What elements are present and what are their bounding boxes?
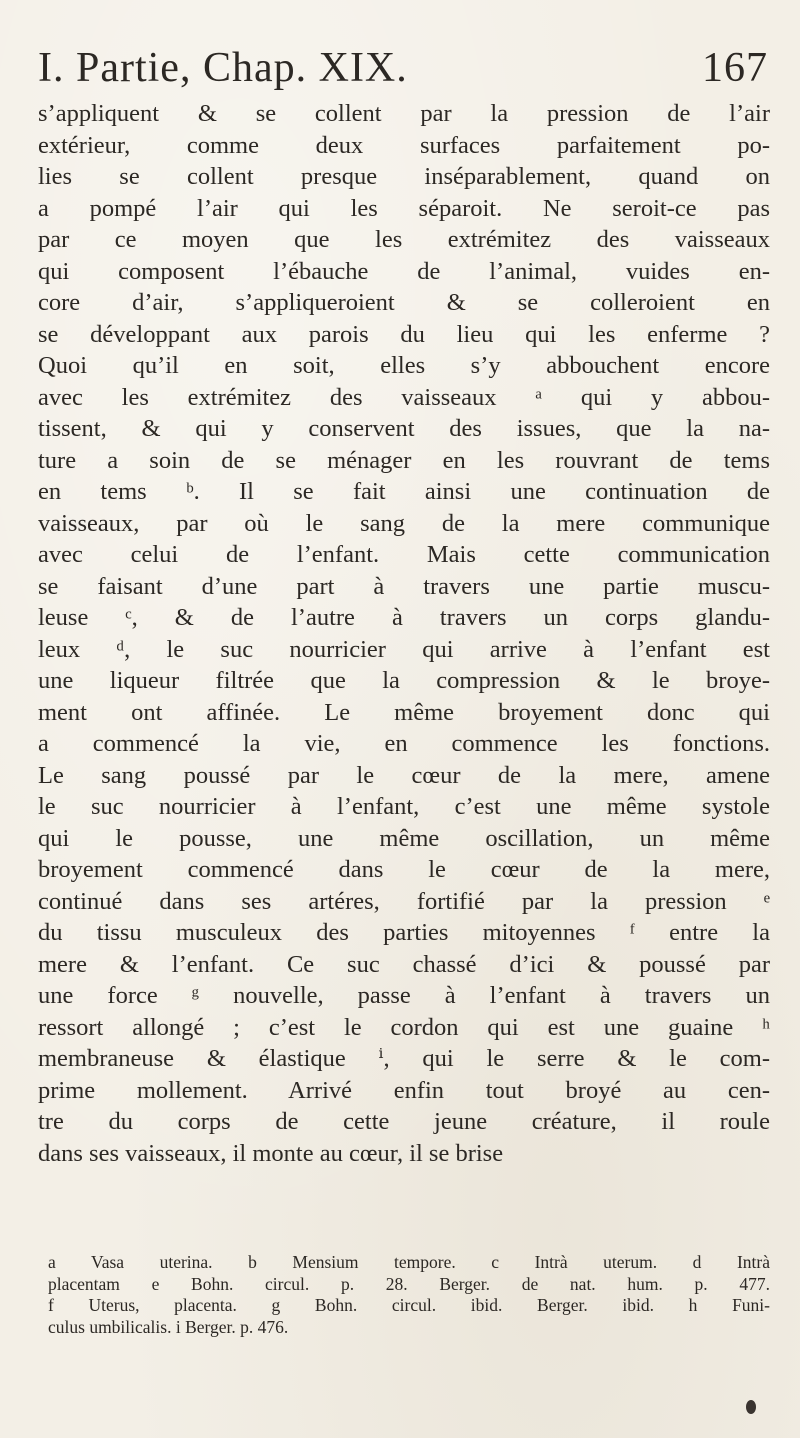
text-line: se faisant d’une part à travers une partie muscu- <box>38 572 770 600</box>
text-line: a commencé la vie, en commence les fonctions. <box>38 730 770 757</box>
text-line: tre du corps de cette jeune créature, il roule <box>38 1108 770 1135</box>
text-line: en tems ᵇ. Il se fait ainsi une continuation de <box>38 478 770 505</box>
text-line: se développant aux parois du lieu qui les enferme ? <box>38 320 770 348</box>
text-line: broyement commencé dans le cœur de la mere, <box>38 856 770 883</box>
text-line: leux ᵈ, le suc nourricier qui arrive à l’enfant est <box>38 635 770 663</box>
text-line: avec les extrémitez des vaisseaux ᵃ qui y abbou- <box>38 383 770 411</box>
text-line: Le sang poussé par le cœur de la mere, amene <box>38 761 770 789</box>
text-line: qui composent l’ébauche de l’animal, vuides en- <box>38 257 770 285</box>
text-line: vaisseaux, par où le sang de la mere communique <box>38 509 770 537</box>
text-line: a pompé l’air qui les séparoit. Ne seroit-ce pas <box>38 194 770 222</box>
text-line: leuse ᶜ, & de l’autre à travers un corps glandu- <box>38 604 770 631</box>
text-line: lies se collent presque inséparablement, quand on <box>38 163 770 190</box>
text-line: une force ᵍ nouvelle, passe à l’enfant à travers un <box>38 982 770 1009</box>
text-line: avec celui de l’enfant. Mais cette communication <box>38 541 770 568</box>
main-text <box>38 98 770 1169</box>
text-line: tissent, & qui y conservent des issues, que la na- <box>38 415 770 442</box>
footnote-line: f Uterus, placenta. g Bohn. circul. ibid. Berger. ibid. h Funi- <box>48 1295 770 1315</box>
chapter-heading: I. Partie, Chap. XIX. <box>38 45 408 91</box>
footnote-line: a Vasa uterina. b Mensium tempore. c Intrà uterum. d Intrà <box>48 1252 770 1272</box>
text-line: ressort allongé ; c’est le cordon qui est une guaine ʰ <box>38 1013 770 1041</box>
text-line: Quoi qu’il en soit, elles s’y abbouchent encore <box>38 352 770 379</box>
text-line: core d’air, s’appliqueroient & se colleroient en <box>38 289 770 316</box>
ink-blot <box>746 1400 756 1414</box>
text-line: qui le pousse, une même oscillation, un même <box>38 824 770 852</box>
text-line: le suc nourricier à l’enfant, c’est une même systole <box>38 793 770 820</box>
text-line: membraneuse & élastique ⁱ, qui le serre & le com- <box>38 1045 770 1072</box>
text-line: ture a soin de se ménager en les rouvrant de tems <box>38 446 770 474</box>
text-line: mere & l’enfant. Ce suc chassé d’ici & poussé par <box>38 950 770 978</box>
text-line: extérieur, comme deux surfaces parfaitement po- <box>38 131 770 159</box>
text-line: prime mollement. Arrivé enfin tout broyé au cen- <box>38 1076 770 1104</box>
page-number: 167 <box>702 45 768 91</box>
footnote-line: culus umbilicalis. i Berger. p. 476. <box>48 1316 289 1337</box>
text-line: par ce moyen que les extrémitez des vaisseaux <box>38 226 770 253</box>
text-line: s’appliquent & se collent par la pression de l’air <box>38 100 770 127</box>
running-header <box>38 38 768 98</box>
footnotes <box>48 1252 770 1338</box>
text-line: continué dans ses artéres, fortifié par la pression ᵉ <box>38 887 770 915</box>
text-line: du tissu musculeux des parties mitoyennes ᶠ entre la <box>38 919 770 946</box>
footnote-line: placentam e Bohn. circul. p. 28. Berger. de nat. hum. p. 477. <box>48 1273 770 1294</box>
text-line: ment ont affinée. Le même broyement donc qui <box>38 698 770 726</box>
text-line: dans ses vaisseaux, il monte au cœur, il se brise <box>38 1139 504 1167</box>
text-line: une liqueur filtrée que la compression & le broye- <box>38 667 770 694</box>
